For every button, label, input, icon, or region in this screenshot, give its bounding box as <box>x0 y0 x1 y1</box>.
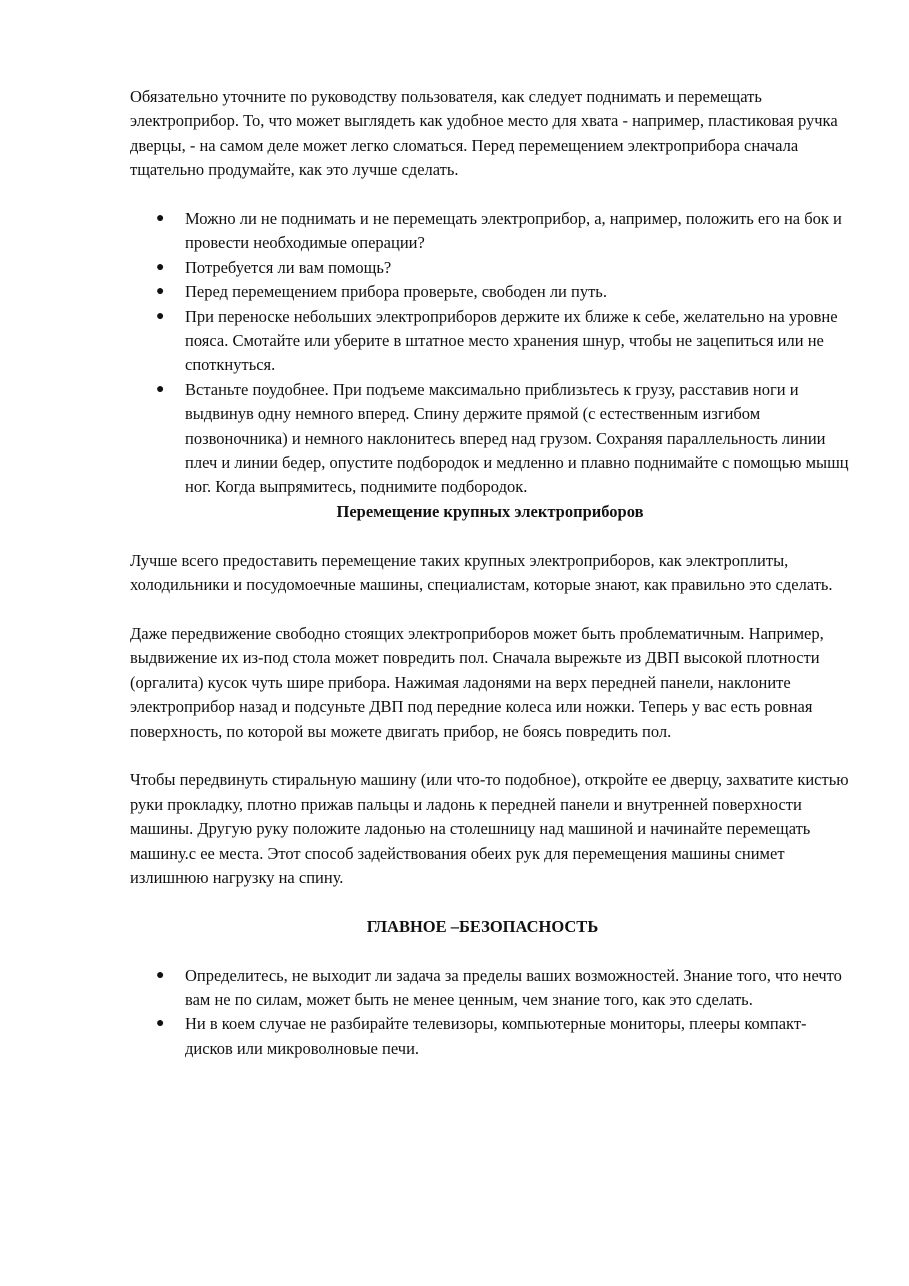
section-heading-safety: ГЛАВНОЕ –БЕЗОПАСНОСТЬ <box>366 916 599 936</box>
list-item <box>130 964 850 1013</box>
list-item-text: При переноске небольших электроприборов держите их ближе к себе, желательно на уровне пояса. Смотайте или уберите в штатное место хранения шнур, чтобы не зацепиться или не споткнуться. <box>185 306 838 375</box>
list-item <box>130 305 850 378</box>
document-page <box>130 85 850 1061</box>
bullet-icon: ● <box>156 1016 165 1032</box>
bullet-icon: ● <box>156 284 165 300</box>
bullet-icon: ● <box>156 308 165 324</box>
bullet-icon: ● <box>156 967 165 983</box>
lifting-checklist <box>130 207 850 500</box>
section-heading-large-appliances: Перемещение крупных электроприборов <box>336 501 644 521</box>
list-item <box>130 256 850 280</box>
list-item <box>130 378 850 500</box>
list-item-text: Перед перемещением прибора проверьте, свободен ли путь. <box>185 282 607 302</box>
safety-list <box>130 964 850 1062</box>
large-appliances-paragraph-2: Даже передвижение свободно стоящих электроприборов может быть проблематичным. Например, выдвижение их из-под стола может повредить пол. Сначала вырежьте из ДВП высокой плотности (оргалита) кусок чуть шире прибора. Нажимая ладонями на верх передней панели, наклоните электроприбор назад и подсуньте ДВП под передние колеса или ножки. Теперь у вас есть ровная поверхность, по которой вы можете двигать прибор, не боясь повредить пол. <box>130 623 824 741</box>
large-appliances-paragraph-3: Чтобы передвинуть стиральную машину (или что-то подобное), откройте ее дверцу, захватите кистью руки прокладку, плотно прижав пальцы и ладонь к передней панели и внутренней поверхности машины. Другую руку положите ладонью на столешницу над машиной и начинайте перемещать машину.с ее места. Этот способ задействования обеих рук для перемещения машины снимет излишнюю нагрузку на спину. <box>130 770 849 887</box>
list-item <box>130 207 850 256</box>
list-item-text: Ни в коем случае не разбирайте телевизоры, компьютерные мониторы, плееры компакт-дисков или микроволновые печи. <box>185 1014 807 1058</box>
list-item <box>130 1012 850 1061</box>
intro-paragraph: Обязательно уточните по руководству пользователя, как следует поднимать и перемещать электроприбор. То, что может выглядеть как удобное место для хвата - например, пластиковая ручка дверцы, - на самом деле может легко сломаться. Перед перемещением электроприбора сначала тщательно продумайте, как это лучше сделать. <box>130 87 838 180</box>
bullet-icon: ● <box>156 211 165 227</box>
list-item-text: Определитесь, не выходит ли задача за пределы ваших возможностей. Знание того, что нечто вам не по силам, может быть не менее ценным, чем знание того, как это сделать. <box>185 965 842 1009</box>
bullet-icon: ● <box>156 259 165 275</box>
bullet-icon: ● <box>156 381 165 397</box>
list-item <box>130 280 850 304</box>
large-appliances-paragraph-1: Лучше всего предоставить перемещение таких крупных электроприборов, как электроплиты, холодильники и посудомоечные машины, специалистам, которые знают, как правильно это сделать. <box>130 550 833 595</box>
list-item-text: Потребуется ли вам помощь? <box>185 257 392 277</box>
list-item-text: Можно ли не поднимать и не перемещать электроприбор, а, например, положить его на бок и провести необходимые операции? <box>185 209 842 253</box>
list-item-text: Встаньте поудобнее. При подъеме максимально приблизьтесь к грузу, расставив ноги и выдвинув одну немного вперед. Спину держите прямой (с естественным изгибом позвоночника) и немного наклонитесь вперед над грузом. Сохраняя параллельность линии плеч и линии бедер, опустите подбородок и медленно и плавно поднимайте с помощью мышц ног. Когда выпрямитесь, поднимите подбородок. <box>185 379 849 497</box>
